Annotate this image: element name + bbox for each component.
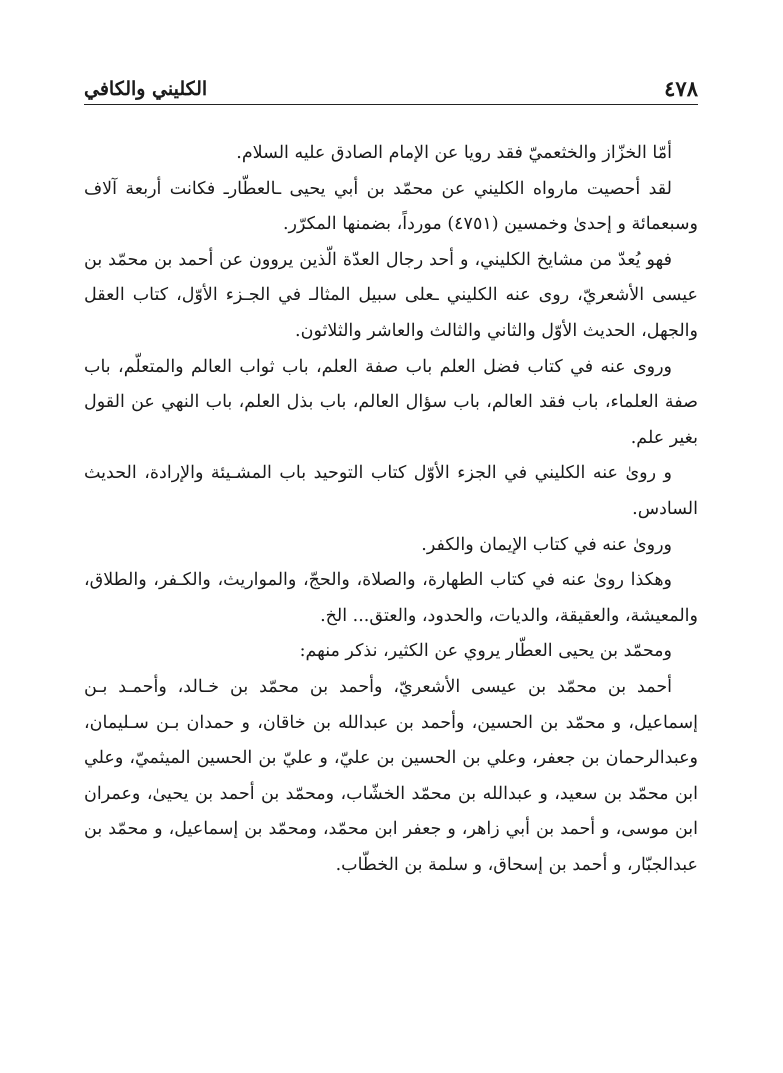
paragraph-3: فهو يُعدّ من مشايخ الكليني، و أحد رجال العدّة الّذين يروون عن أحمد بن محمّد بن عيسى الأشعريّ، روى عنه الكليني ـعلى سبيل المثالـ في الجـزء الأوّل، كتاب العقل والجهل، الحديث الأوّل والثاني والثالث والعاشر والثلاثون. <box>84 249 698 341</box>
paragraph-6: وروىٰ عنه في كتاب الإيمان والكفر. <box>421 534 672 555</box>
paragraph-5: و روىٰ عنه الكليني في الجزء الأوّل كتاب التوحيد باب المشـيئة والإرادة، الحديث السادس. <box>84 463 698 519</box>
paragraph-8: ومحمّد بن يحيى العطّار يروي عن الكثير، نذكر منهم: <box>299 641 672 662</box>
page-header <box>84 66 698 105</box>
paragraph-4: وروى عنه في كتاب فضل العلم باب صفة العلم، باب ثواب العالم والمتعلّم، باب صفة العلماء، باب فقد العالم، باب سؤال العالم، باب بذل العلم، باب النهي عن القول بغير علم. <box>84 356 698 448</box>
paragraph-9: أحمد بن محمّد بن عيسى الأشعريّ، وأحمد بن محمّد بن خـالد، وأحمـد بـن إسماعيل، و محمّد بن الحسين، وأحمد بن عبدالله بن خاقان، و حمدان بـن سـليمان، وعبدالرحمان بن جعفر، وعلي بن الحسين بن عليّ، و عليّ بن الحسين الميثميّ، وعلي ابن محمّد بن سعيد، و عبدالله بن محمّد الخشّاب، ومحمّد بن أحمد بن يحيىٰ، وعمران ابن موسى، و أحمد بن أبي زاهر، و جعفر ابن محمّد، ومحمّد بن إسماعيل، و محمّد بن عبدالجبّار، و أحمد بن إسحاق، و سلمة بن الخطّاب. <box>84 676 698 875</box>
paragraph-1: أمّا الخزّاز والخثعميّ فقد رويا عن الإمام الصادق عليه السلام. <box>236 143 672 163</box>
paragraph-7: وهكذا روىٰ عنه في كتاب الطهارة، والصلاة، والحجّ، والمواريث، والكـفر، والطلاق، والمعيشة، والعقيقة، والديات، والحدود، والعتق... الخ. <box>84 570 698 626</box>
running-title: الكليني والكافي <box>84 78 208 100</box>
paragraph-2: لقد أحصيت مارواه الكليني عن محمّد بن أبي يحيى ـالعطّارـ فكانت أربعة آلاف وسبعمائة و إحدىٰ وخمسين (٤٧٥١) مورداً، بضمنها المكرّر. <box>84 178 698 235</box>
page-number: ٤٧٨ <box>664 76 698 101</box>
body-text <box>84 136 698 883</box>
